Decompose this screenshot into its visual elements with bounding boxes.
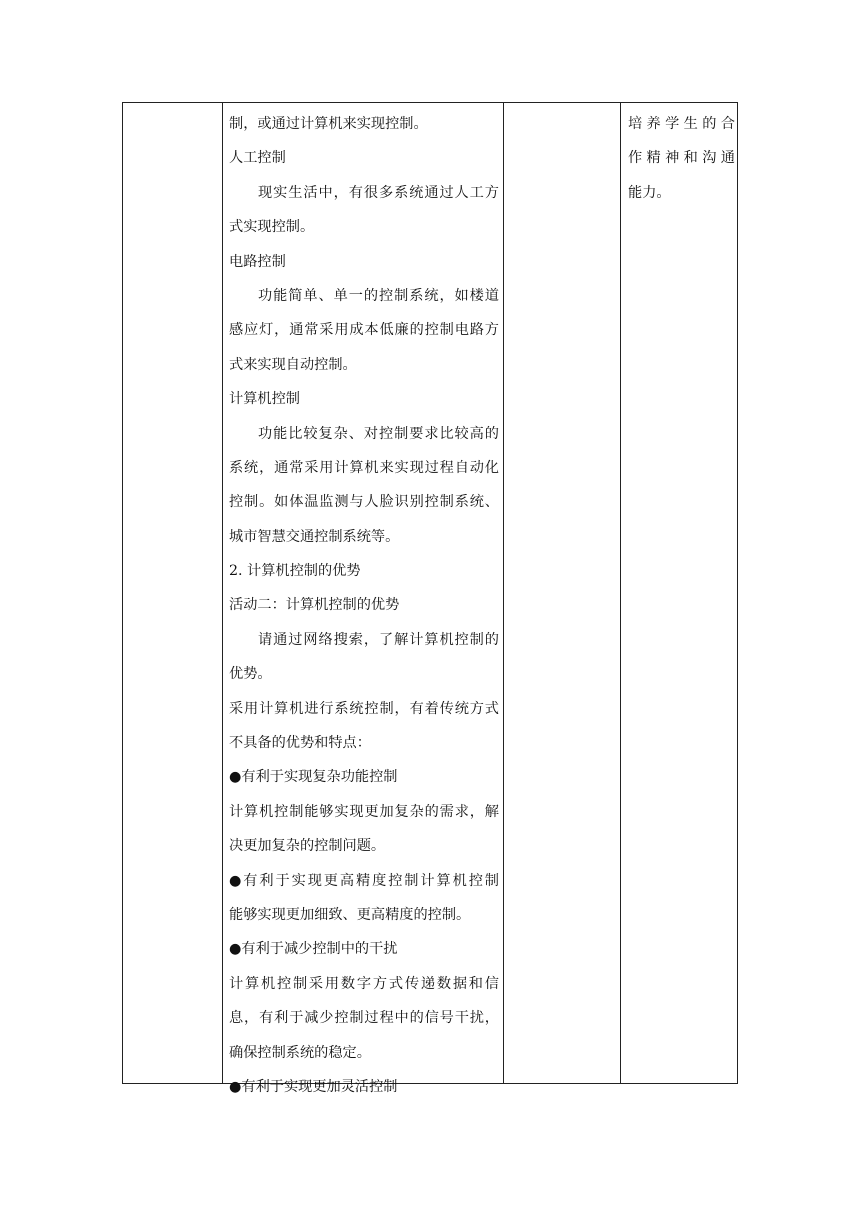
teaching-content-cell xyxy=(223,103,503,1095)
content-line: 式实现控制。 xyxy=(229,219,315,236)
content-line: 计算机控制能够实现更加复杂的需求，解 xyxy=(229,803,499,820)
content-line: 计算机控制 xyxy=(229,391,300,408)
content-line: ●有利于实现更加灵活控制 xyxy=(229,1078,398,1095)
content-line: 优势。 xyxy=(229,666,272,683)
teaching-goal-cell xyxy=(621,103,739,1083)
content-line: 制，或通过计算机来实现控制。 xyxy=(229,116,428,132)
lesson-table xyxy=(122,102,738,1095)
content-line: 确保控制系统的稳定。 xyxy=(229,1044,371,1061)
content-line: 息，有利于减少控制过程中的信号干扰， xyxy=(229,1010,499,1027)
content-line: 2. 计算机控制的优势 xyxy=(229,563,361,580)
content-line: 现实生活中，有很多系统通过人工方 xyxy=(258,184,499,201)
content-line: 请通过网络搜索，了解计算机控制的 xyxy=(258,631,499,648)
goal-line: 作精神和沟通 xyxy=(628,150,735,167)
content-line: 活动二：计算机控制的优势 xyxy=(229,597,400,614)
content-line: 控制。如体温监测与人脸识别控制系统、 xyxy=(229,494,499,511)
content-line: 采用计算机进行系统控制，有着传统方式 xyxy=(229,700,499,717)
content-line: 城市智慧交通控制系统等。 xyxy=(229,528,400,545)
content-line: 能够实现更加细致、更高精度的控制。 xyxy=(229,906,471,923)
content-line: 人工控制 xyxy=(229,150,286,167)
content-line: ●有利于实现复杂功能控制 xyxy=(229,769,398,786)
content-line: 功能比较复杂、对控制要求比较高的 xyxy=(258,425,499,442)
content-line: 功能简单、单一的控制系统，如楼道 xyxy=(258,287,499,304)
content-line: 感应灯，通常采用成本低廉的控制电路方 xyxy=(229,322,499,339)
content-line: ●有利于减少控制中的干扰 xyxy=(229,941,398,958)
goal-line: 能力。 xyxy=(628,184,671,201)
goal-line: 培养学生的合 xyxy=(628,116,735,132)
content-line: 决更加复杂的控制问题。 xyxy=(229,838,386,855)
column-divider-2 xyxy=(503,103,504,1083)
content-line: 式来实现自动控制。 xyxy=(229,356,357,373)
content-line: ●有利于实现更高精度控制计算机控制 xyxy=(229,872,499,889)
content-line: 电路控制 xyxy=(229,253,286,270)
content-line: 计算机控制采用数字方式传递数据和信 xyxy=(229,975,499,992)
content-line: 不具备的优势和特点： xyxy=(229,735,371,752)
content-line: 系统，通常采用计算机来实现过程自动化 xyxy=(229,459,499,476)
